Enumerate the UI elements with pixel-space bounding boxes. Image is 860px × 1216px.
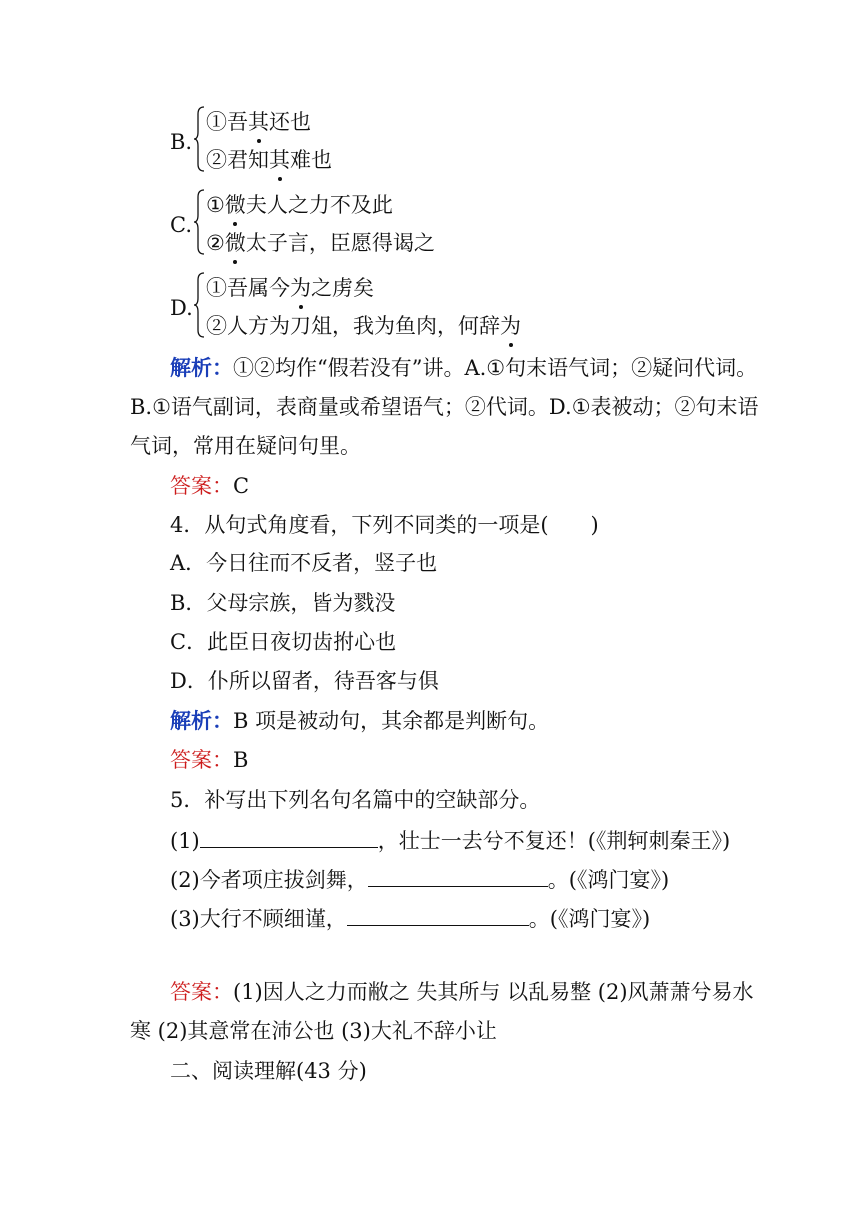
analysis-line-3: 气词，常用在疑问句里。 — [130, 434, 361, 458]
option-letter: D. — [170, 296, 193, 320]
analysis-text: ①②均作“假若没有”讲。A.①句末语气词；②疑问代词。 — [233, 356, 758, 380]
answer-q5-line-2: 寒 (2)其意常在沛公也 (3)大礼不辞小让 — [130, 1019, 497, 1043]
fill-blank-item-2: (2)今者项庄拔剑舞， 。(《鸿门宴》) — [170, 868, 670, 892]
option-letter: C. — [170, 213, 192, 237]
answer-value: (1)因人之力而敝之 失其所与 以乱易整 (2)风萧萧兮易水 — [233, 980, 754, 1004]
question-5-stem: 5．补写出下列名句名篇中的空缺部分。 — [170, 788, 541, 812]
answer-line — [170, 750, 248, 771]
answer-label: 答案： — [170, 748, 233, 772]
option-item-1: ①吾其还也 — [206, 106, 311, 136]
fill-blank-item-1: (1) ，壮士一去兮不复还！(《荆轲刺秦王》) — [170, 829, 731, 853]
question-4-stem: 4．从句式角度看，下列不同类的一项是( ) — [170, 513, 599, 537]
answer-blank[interactable] — [347, 907, 529, 926]
analysis-line-2: B.①语气副词，表商量或希望语气；②代词。D.①表被动；②句末语 — [130, 395, 759, 419]
answer-blank[interactable] — [368, 868, 548, 887]
analysis-label: 解析： — [170, 355, 233, 380]
analysis-q4 — [170, 710, 549, 732]
analysis-line-1 — [170, 357, 757, 379]
option-item-2: ②人方为刀俎，我为鱼肉，何辞为 — [206, 310, 521, 340]
question-4-option-a: A．今日往而不反者，竖子也 — [170, 551, 438, 575]
left-brace-icon — [194, 106, 206, 172]
option-item-1: ①微夫人之力不及此 — [206, 189, 393, 219]
analysis-label: 解析： — [170, 708, 233, 733]
option-item-2: ②微太子言，臣愿得谒之 — [206, 227, 435, 257]
left-brace-icon — [194, 272, 206, 338]
option-letter: B. — [170, 130, 193, 154]
option-item-2: ②君知其难也 — [206, 144, 332, 174]
answer-line — [170, 476, 249, 497]
question-4-option-d: D．仆所以留者，待吾客与俱 — [170, 669, 439, 693]
answer-value: B — [233, 748, 249, 772]
question-4-option-c: C．此臣日夜切齿拊心也 — [170, 630, 397, 654]
option-item-1: ①吾属今为之虏矣 — [206, 272, 374, 302]
answer-label: 答案： — [170, 474, 233, 498]
question-4-option-b: B．父母宗族，皆为戮没 — [170, 591, 396, 615]
answer-value: C — [233, 474, 250, 498]
left-brace-icon — [194, 189, 206, 255]
section-heading: 二、阅读理解(43 分) — [170, 1059, 367, 1083]
analysis-text: B 项是被动句，其余都是判断句。 — [233, 709, 550, 733]
answer-q5-line-1 — [170, 982, 754, 1003]
fill-blank-item-3: (3)大行不顾细谨， 。(《鸿门宴》) — [170, 907, 651, 931]
answer-blank[interactable] — [200, 829, 378, 848]
answer-label: 答案： — [170, 980, 233, 1004]
